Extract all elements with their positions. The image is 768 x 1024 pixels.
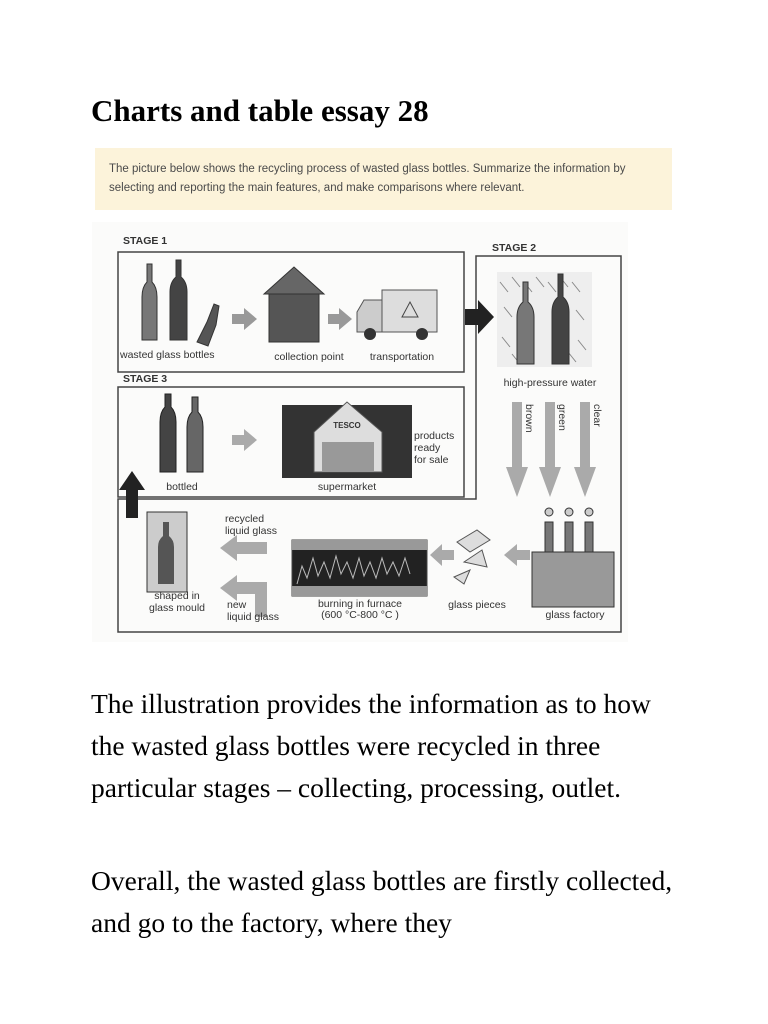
recycled-liquid-glass-label-2: liquid glass <box>225 525 277 537</box>
glass-factory-icon <box>532 508 614 607</box>
glass-mould-label-2: glass mould <box>148 602 206 614</box>
furnace-label: burning in furnace <box>317 598 403 610</box>
glass-pieces-label: glass pieces <box>448 599 506 611</box>
stage3-label: STAGE 3 <box>123 373 168 385</box>
arrow-icon <box>430 544 454 566</box>
clear-label: clear <box>591 404 603 427</box>
new-liquid-glass-label-1: new <box>227 599 247 611</box>
products-label-2: ready <box>414 442 441 454</box>
bottled-label: bottled <box>166 481 198 493</box>
supermarket-label: supermarket <box>317 481 377 493</box>
stage-transition-arrow-icon <box>465 300 494 334</box>
body-paragraph-1: The illustration provides the information as to how the wasted glass bottles were recycled in three particular stages – collecting, processing, outlet. <box>91 687 651 803</box>
body-paragraph-2: Overall, the wasted glass bottles are firstly collected, and go to the factory, where they <box>91 864 673 938</box>
green-label: green <box>556 404 568 431</box>
brown-label: brown <box>523 404 535 433</box>
high-pressure-water-label: high-pressure water <box>503 377 597 389</box>
page-title: Charts and table essay 28 <box>91 93 429 128</box>
arrow-icon <box>504 544 530 566</box>
collection-point-label: collection point <box>274 351 344 363</box>
stage2-label: STAGE 2 <box>492 242 537 254</box>
diagram-svg <box>92 222 628 642</box>
furnace-temperature-label: (600 °C-800 °C ) <box>321 609 399 621</box>
glass-mould-icon <box>147 512 187 592</box>
furnace-icon <box>292 540 427 596</box>
store-sign: TESCO <box>333 421 361 430</box>
new-liquid-glass-label-2: liquid glass <box>227 611 279 623</box>
stage1-label: STAGE 1 <box>123 235 168 247</box>
transportation-label: transportation <box>369 351 435 363</box>
recycled-glass-arrow-icon <box>220 535 267 561</box>
glass-mould-label-1: shaped in <box>154 590 200 602</box>
high-pressure-water-icon <box>497 272 592 367</box>
sorting-arrows-icon <box>506 402 596 497</box>
products-label-3: for sale <box>414 454 449 466</box>
recycling-diagram <box>92 222 628 642</box>
recycled-liquid-glass-label-1: recycled <box>225 513 265 525</box>
glass-pieces-icon <box>454 530 490 584</box>
task-prompt: The picture below shows the recycling process of wasted glass bottles. Summarize the information by selecting and reporting the main features, and make comparisons where relevant. <box>95 148 672 210</box>
glass-factory-label: glass factory <box>545 609 605 621</box>
supermarket-icon <box>282 402 412 478</box>
wasted-bottles-label: wasted glass bottles <box>120 349 215 361</box>
products-label-1: products <box>414 430 455 442</box>
